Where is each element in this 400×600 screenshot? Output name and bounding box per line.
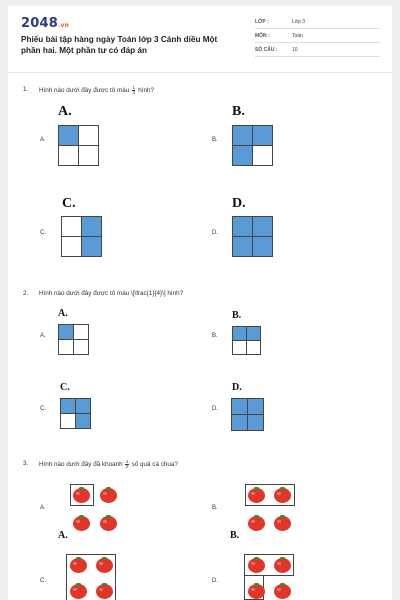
blank-cell (252, 145, 273, 166)
blank-cell (58, 339, 74, 355)
tomato-icon (248, 488, 265, 503)
tomato-icon (274, 488, 291, 503)
option-big-label: A. (58, 104, 72, 119)
option-label[interactable]: D. (212, 578, 218, 584)
option-big-label: D. (232, 196, 246, 211)
fraction-square[interactable] (232, 216, 274, 258)
option-big-label: A. (58, 530, 68, 541)
question-text-before: Hình nào dưới đây được tô màu (39, 87, 130, 95)
option-label[interactable]: C. (40, 230, 46, 236)
blank-cell (60, 413, 76, 429)
option-big-label: D. (232, 382, 242, 393)
option-big-label: C. (60, 382, 70, 393)
blank-cell (73, 324, 89, 340)
site-logo[interactable] (21, 16, 69, 31)
option-big-label: C. (62, 196, 76, 211)
fraction-square[interactable] (231, 398, 265, 432)
tomato-icon (73, 488, 90, 503)
shaded-cell (75, 398, 91, 414)
blank-cell (61, 236, 82, 257)
option-big-label: B. (232, 310, 242, 321)
shaded-cell (75, 413, 91, 429)
shaded-cell (252, 216, 273, 237)
fraction (125, 460, 129, 469)
worksheet-header (8, 6, 392, 73)
option-label[interactable]: A. (40, 505, 46, 511)
tomato-icon (70, 558, 87, 573)
fraction-square[interactable] (58, 324, 90, 356)
shaded-cell (232, 216, 253, 237)
meta-count (255, 44, 380, 57)
tomato-icon (96, 558, 113, 573)
tomato-icon (248, 516, 265, 531)
option-label[interactable]: D. (212, 230, 218, 236)
blank-cell (58, 145, 79, 166)
shaded-cell (231, 414, 248, 431)
meta-grade-label: LỚP : (255, 19, 269, 25)
shaded-cell (232, 145, 253, 166)
shaded-cell (232, 236, 253, 257)
blank-cell (78, 125, 99, 146)
fraction-numerator: 1 (125, 459, 129, 464)
option-big-label: B. (232, 104, 245, 119)
option-label[interactable]: A. (40, 333, 46, 339)
tomato-icon (248, 584, 265, 599)
meta-subject-label: MÔN : (255, 33, 270, 39)
fraction (132, 86, 136, 95)
tomato-icon (274, 584, 291, 599)
blank-cell (232, 340, 247, 355)
fraction-denominator: 4 (132, 90, 135, 95)
fraction-square[interactable] (232, 125, 274, 167)
shaded-cell (252, 236, 273, 257)
blank-cell (61, 216, 82, 237)
logo-suffix: .vn (57, 22, 70, 29)
shaded-cell (58, 125, 79, 146)
tomato-icon (100, 516, 117, 531)
question-text-before: Hình nào dưới đây đã khoanh (39, 461, 123, 469)
tomato-icon (70, 584, 87, 599)
logo-text: 2048 (21, 16, 58, 31)
worksheet-title: Phiếu bài tập hàng ngày Toán lớp 3 Cánh diều Một phần hai. Một phần tư có đáp án (21, 35, 218, 55)
meta-grade (255, 16, 380, 29)
meta-count-label: SỐ CÂU : (255, 47, 278, 53)
tomato-icon (73, 516, 90, 531)
tomato-icon (96, 584, 113, 599)
question-number: 2. (23, 290, 29, 297)
shaded-cell (247, 398, 264, 415)
option-label[interactable]: B. (212, 505, 218, 511)
question-text (39, 86, 154, 95)
shaded-cell (81, 236, 102, 257)
blank-cell (246, 340, 261, 355)
question-text-after: hình? (138, 87, 154, 95)
option-big-label: A. (58, 308, 68, 319)
shaded-cell (231, 398, 248, 415)
meta-count-value: 10 (292, 47, 298, 53)
option-label[interactable]: C. (40, 578, 46, 584)
question-number: 3. (23, 460, 29, 467)
fraction-numerator: 1 (132, 85, 135, 90)
meta-subject-value: Toán (292, 33, 303, 39)
tomato-icon (274, 558, 291, 573)
question-text: Hình nào dưới đây được tô màu \[\frac{1}{4}\] hình? (39, 290, 184, 297)
tomato-icon (100, 488, 117, 503)
question-text (39, 460, 178, 469)
question-number: 1. (23, 86, 29, 93)
fraction-square[interactable] (60, 398, 92, 430)
option-big-label: B. (230, 530, 240, 541)
option-label[interactable]: B. (212, 333, 218, 339)
worksheet-page (8, 6, 392, 600)
meta-subject (255, 30, 380, 43)
tomato-icon (274, 516, 291, 531)
shaded-cell (232, 125, 253, 146)
option-label[interactable]: D. (212, 406, 218, 412)
option-label[interactable]: C. (40, 406, 46, 412)
question-text-after: số quả cà chua? (131, 461, 178, 469)
shaded-cell (81, 216, 102, 237)
option-label[interactable]: B. (212, 137, 218, 143)
shaded-cell (60, 398, 76, 414)
option-label[interactable]: A. (40, 137, 46, 143)
fraction-square[interactable] (232, 326, 262, 356)
fraction-square[interactable] (58, 125, 100, 167)
fraction-denominator: 2 (125, 464, 129, 469)
blank-cell (73, 339, 89, 355)
blank-cell (78, 145, 99, 166)
shaded-cell (58, 324, 74, 340)
tomato-icon (248, 558, 265, 573)
shaded-cell (246, 326, 261, 341)
fraction-square[interactable] (61, 216, 103, 258)
meta-grade-value: Lớp 3 (292, 19, 306, 25)
shaded-cell (252, 125, 273, 146)
shaded-cell (247, 414, 264, 431)
shaded-cell (232, 326, 247, 341)
